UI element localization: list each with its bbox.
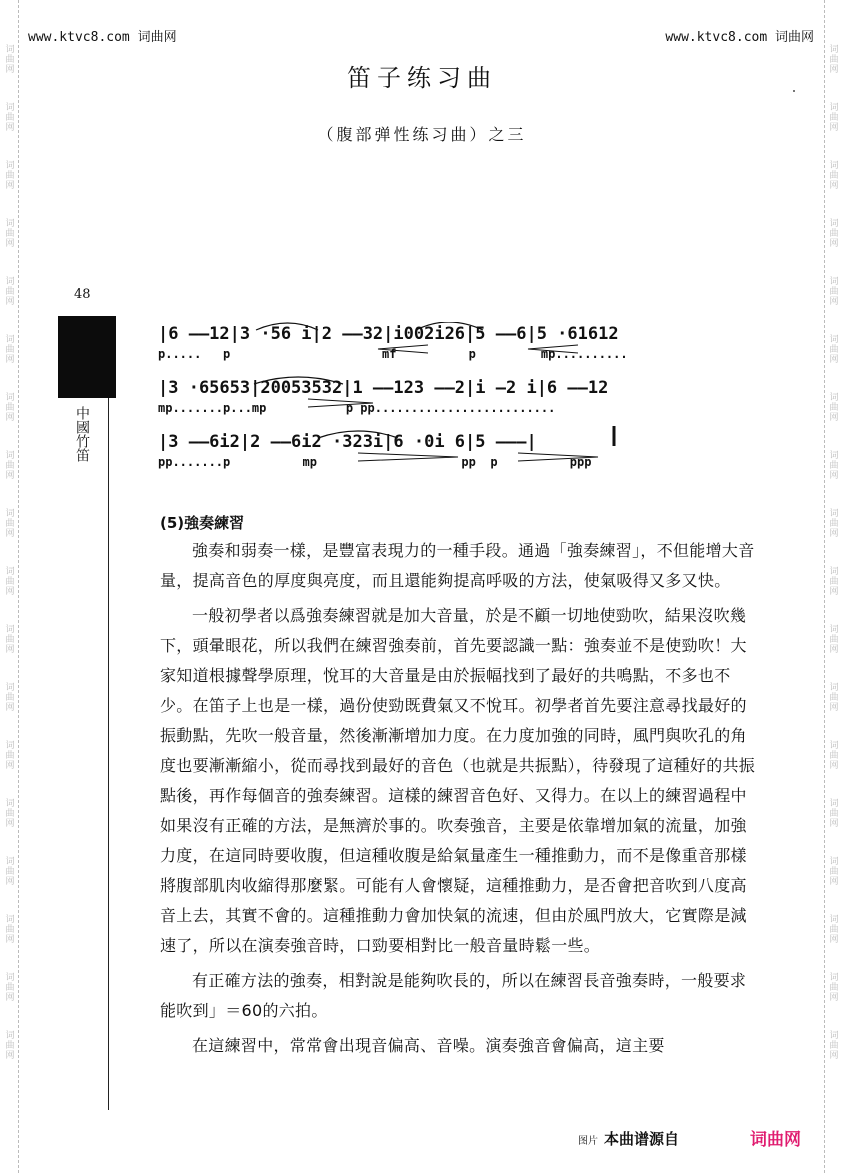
watermark-glyph: 曲: [5, 1041, 15, 1051]
watermark-glyph: 词: [5, 799, 15, 809]
watermark-glyph: 网: [829, 703, 839, 713]
section-heading: (5)強奏練習: [160, 514, 245, 532]
watermark-glyph: 曲: [829, 287, 839, 297]
paragraph-4: 在這練習中，常常會出現音偏高、音噪。演奏強音會偏高，這主要: [192, 1036, 665, 1055]
watermark-glyph: 网: [829, 471, 839, 481]
watermark-glyph: 曲: [829, 55, 839, 65]
watermark-glyph-group: [3, 509, 17, 539]
page-subtitle: （腹部弹性练习曲）之三: [317, 125, 527, 144]
watermark-glyph: 网: [829, 819, 839, 829]
watermark-glyph: 网: [5, 239, 15, 249]
watermark-glyph: 曲: [5, 577, 15, 587]
watermark-glyph-group: [3, 219, 17, 249]
watermark-glyph: 网: [829, 761, 839, 771]
watermark-glyph: 词: [829, 45, 839, 55]
watermark-glyph-group: [827, 219, 841, 249]
watermark-glyph: 曲: [829, 635, 839, 645]
score-line-2-dynamics: mp.......p...mp p pp.........................: [158, 401, 556, 415]
watermark-glyph: 曲: [5, 229, 15, 239]
stray-dot: [793, 90, 795, 92]
slur-2: [416, 322, 483, 330]
watermark-glyph: 曲: [829, 229, 839, 239]
watermark-glyph: 网: [5, 413, 15, 423]
site-url-left[interactable]: www.ktvc8.com 词曲网: [28, 30, 177, 45]
watermark-glyph-group: [3, 625, 17, 655]
watermark-glyph: 曲: [829, 925, 839, 935]
watermark-glyph: 词: [829, 509, 839, 519]
watermark-glyph: 曲: [5, 635, 15, 645]
watermark-glyph-group: [827, 973, 841, 1003]
watermark-glyph: 网: [5, 993, 15, 1003]
watermark-glyph: 曲: [5, 983, 15, 993]
watermark-glyph: 网: [829, 993, 839, 1003]
watermark-glyph-group: [827, 857, 841, 887]
watermark-glyph: 词: [829, 451, 839, 461]
watermark-glyph: 词: [829, 915, 839, 925]
watermark-glyph: 网: [5, 123, 15, 133]
watermark-glyph-group: [3, 915, 17, 945]
watermark-glyph: 网: [5, 355, 15, 365]
watermark-glyph: 词: [829, 625, 839, 635]
watermark-glyph: 词: [829, 1031, 839, 1041]
source-text: 本曲谱源自: [604, 1130, 680, 1148]
watermark-glyph: 词: [829, 973, 839, 983]
watermark-glyph: 曲: [5, 693, 15, 703]
watermark-glyph: 网: [5, 587, 15, 597]
page-title: 笛子练习曲: [347, 64, 497, 92]
watermark-glyph: 网: [829, 413, 839, 423]
watermark-glyph: 曲: [829, 1041, 839, 1051]
watermark-glyph-group: [3, 335, 17, 365]
right-watermark-column: [827, 45, 841, 1089]
watermark-glyph: 网: [5, 471, 15, 481]
score-line-1-notes: |6 ——12|3 ·56 i|2 ——32|i002i26|5 ——6|5 ·61612: [158, 324, 619, 344]
slur-3: [254, 377, 343, 384]
left-watermark-column: [3, 45, 17, 1089]
score-line-3-notes: |3 ——6i2|2 ——6i2 ·323i|6 ·0i 6|5 ———|: [158, 432, 537, 452]
score-line-3-dynamics: pp.......p mp pp p ppp: [158, 455, 592, 469]
watermark-glyph-group: [827, 683, 841, 713]
watermark-glyph: 网: [5, 297, 15, 307]
watermark-glyph: 曲: [829, 751, 839, 761]
watermark-glyph: 曲: [5, 925, 15, 935]
watermark-glyph: 网: [5, 529, 15, 539]
watermark-glyph: 网: [5, 761, 15, 771]
watermark-glyph-group: [3, 741, 17, 771]
score-line-2-notes: |3 ·65653|20053532|1 ——123 ——2|i —2 i|6 ——12: [158, 378, 609, 398]
watermark-glyph: 网: [5, 877, 15, 887]
watermark-glyph: 曲: [829, 113, 839, 123]
margin-rule: [108, 398, 109, 1110]
watermark-glyph-group: [3, 161, 17, 191]
score-markings: [158, 322, 718, 492]
watermark-glyph: 词: [829, 219, 839, 229]
watermark-glyph: 曲: [829, 403, 839, 413]
body-text: [160, 536, 760, 1066]
watermark-glyph: 词: [5, 219, 15, 229]
watermark-glyph-group: [827, 799, 841, 829]
watermark-glyph-group: [827, 509, 841, 539]
crescendo-3: [358, 453, 458, 461]
watermark-glyph-group: [827, 625, 841, 655]
watermark-glyph-group: [827, 277, 841, 307]
book-name: 中國竹笛: [74, 406, 90, 462]
watermark-glyph: 词: [5, 451, 15, 461]
watermark-glyph: 曲: [5, 461, 15, 471]
watermark-glyph: 词: [829, 161, 839, 171]
watermark-glyph-group: [827, 1031, 841, 1061]
watermark-glyph: 网: [5, 1051, 15, 1061]
watermark-glyph: 曲: [829, 461, 839, 471]
watermark-glyph: 网: [829, 1051, 839, 1061]
watermark-glyph-group: [3, 277, 17, 307]
watermark-glyph: 词: [829, 683, 839, 693]
watermark-glyph-group: [3, 973, 17, 1003]
watermark-glyph: 网: [829, 587, 839, 597]
watermark-glyph: 曲: [5, 403, 15, 413]
watermark-glyph-group: [3, 451, 17, 481]
watermark-glyph: 曲: [5, 751, 15, 761]
watermark-glyph: 网: [5, 645, 15, 655]
watermark-glyph: 曲: [829, 171, 839, 181]
watermark-glyph: 词: [5, 741, 15, 751]
watermark-glyph: 曲: [829, 519, 839, 529]
watermark-glyph-group: [827, 567, 841, 597]
watermark-glyph: 网: [829, 645, 839, 655]
watermark-glyph: 网: [829, 529, 839, 539]
watermark-glyph: 曲: [829, 809, 839, 819]
right-dashed-edge: [824, 0, 826, 1173]
watermark-glyph: 词: [829, 103, 839, 113]
watermark-glyph-group: [827, 451, 841, 481]
crescendo-2: [528, 345, 578, 353]
watermark-glyph: 词: [5, 335, 15, 345]
watermark-glyph-group: [3, 1031, 17, 1061]
watermark-glyph-group: [3, 683, 17, 713]
watermark-glyph: 曲: [829, 867, 839, 877]
watermark-glyph: 曲: [829, 983, 839, 993]
watermark-glyph: 曲: [5, 519, 15, 529]
watermark-glyph: 词: [5, 103, 15, 113]
watermark-glyph: 网: [829, 355, 839, 365]
watermark-glyph: 网: [5, 935, 15, 945]
watermark-glyph: 词: [5, 277, 15, 287]
watermark-glyph: 网: [829, 239, 839, 249]
watermark-glyph-group: [827, 741, 841, 771]
watermark-glyph: 曲: [5, 55, 15, 65]
paragraph-3: 有正確方法的強奏，相對說是能夠吹長的，所以在練習長音強奏時，一般要求能吹到」＝60的六拍。: [160, 971, 747, 1020]
decrescendo-1: [308, 399, 373, 407]
source-label: [578, 1128, 679, 1149]
watermark-glyph: 网: [829, 65, 839, 75]
watermark-glyph: 词: [5, 973, 15, 983]
watermark-glyph: 曲: [5, 171, 15, 181]
watermark-glyph: 网: [829, 935, 839, 945]
watermark-glyph: 曲: [829, 577, 839, 587]
watermark-glyph-group: [3, 857, 17, 887]
watermark-glyph: 词: [829, 741, 839, 751]
watermark-glyph: 词: [829, 567, 839, 577]
watermark-glyph: 网: [5, 703, 15, 713]
watermark-glyph: 词: [5, 683, 15, 693]
watermark-glyph: 网: [829, 181, 839, 191]
jianpu-score: [158, 322, 718, 484]
watermark-glyph: 词: [829, 277, 839, 287]
score-line-1-dynamics: p..... p mf p mp..........: [158, 347, 628, 361]
watermark-glyph: 曲: [5, 113, 15, 123]
site-url-right[interactable]: www.ktvc8.com 词曲网: [665, 30, 814, 45]
watermark-glyph: 曲: [5, 809, 15, 819]
watermark-glyph: 曲: [829, 693, 839, 703]
watermark-glyph-group: [3, 393, 17, 423]
crescendo-1: [378, 345, 428, 353]
source-prefix: 图片: [578, 1136, 598, 1147]
watermark-glyph: 词: [5, 567, 15, 577]
watermark-glyph: 词: [5, 857, 15, 867]
watermark-glyph: 词: [829, 393, 839, 403]
watermark-glyph: 词: [829, 857, 839, 867]
watermark-glyph: 曲: [829, 345, 839, 355]
watermark-glyph: 网: [829, 123, 839, 133]
watermark-glyph-group: [3, 799, 17, 829]
watermark-glyph: 词: [5, 393, 15, 403]
watermark-glyph: 网: [829, 877, 839, 887]
watermark-glyph-group: [3, 567, 17, 597]
watermark-glyph: 曲: [5, 867, 15, 877]
watermark-glyph: 词: [829, 799, 839, 809]
watermark-glyph: 词: [829, 335, 839, 345]
watermark-glyph: 词: [5, 509, 15, 519]
left-dashed-edge: [18, 0, 20, 1173]
watermark-glyph: 网: [5, 819, 15, 829]
slur-1: [256, 323, 318, 330]
watermark-glyph: 网: [829, 297, 839, 307]
watermark-glyph-group: [827, 915, 841, 945]
watermark-glyph: 词: [5, 1031, 15, 1041]
chapter-tab: [58, 316, 116, 398]
watermark-glyph-group: [827, 161, 841, 191]
watermark-glyph-group: [827, 335, 841, 365]
watermark-glyph: 网: [5, 65, 15, 75]
watermark-glyph-group: [827, 393, 841, 423]
site-logo[interactable]: 词曲网: [750, 1130, 801, 1150]
paragraph-2: 一般初學者以爲強奏練習就是加大音量，於是不顧一切地使勁吹，結果沒吹幾下，頭暈眼花，所以我們在練習強奏前，首先要認識一點：強奏並不是使勁吹！大家知道根據聲學原理，悅耳的大音量是由於振幅找到了最好的共鳴點，不多也不少。在笛子上也是一樣，過份使勁既費氣又不悅耳。初學者首先要注意尋找最好的振動點，先吹一般音量，然後漸漸增加力度。在力度加強的同時，風門與吹孔的角度也要漸漸縮小，從而尋找到最好的音色（也就是共振點），待發現了這種好的共振點後，再作每個音的強奏練習。這樣的練習音色好、又得力。在以上的練習過程中如果沒有正確的方法，是無濟於事的。吹奏強音，主要是依靠增加氣的流量，加強力度，在這同時要收腹，但這種收腹是給氣量產生一種推動力，而不是像重音那樣將腹部肌肉收縮得那麼緊。可能有人會懷疑，這種推動力，是否會把音吹到八度高音上去，其實不會的。這種推動力會加快氣的流速，但由於風門放大，它實際是減速了，所以在演奏強音時，口勁要相對比一般音量時鬆一些。: [160, 606, 756, 955]
watermark-glyph: 网: [5, 181, 15, 191]
watermark-glyph: 曲: [5, 345, 15, 355]
watermark-glyph: 曲: [5, 287, 15, 297]
watermark-glyph: 词: [5, 915, 15, 925]
watermark-glyph: 词: [5, 161, 15, 171]
watermark-glyph: 词: [5, 45, 15, 55]
page-number: 48: [74, 287, 91, 302]
decrescendo-2: [518, 453, 598, 461]
watermark-glyph: 词: [5, 625, 15, 635]
slur-4: [318, 431, 398, 438]
paragraph-1: 強奏和弱奏一樣，是豐富表現力的一種手段。通過「強奏練習」，不但能增大音量，提高音色的厚度與亮度，而且還能夠提高呼吸的方法，使氣吸得又多又快。: [160, 541, 755, 590]
